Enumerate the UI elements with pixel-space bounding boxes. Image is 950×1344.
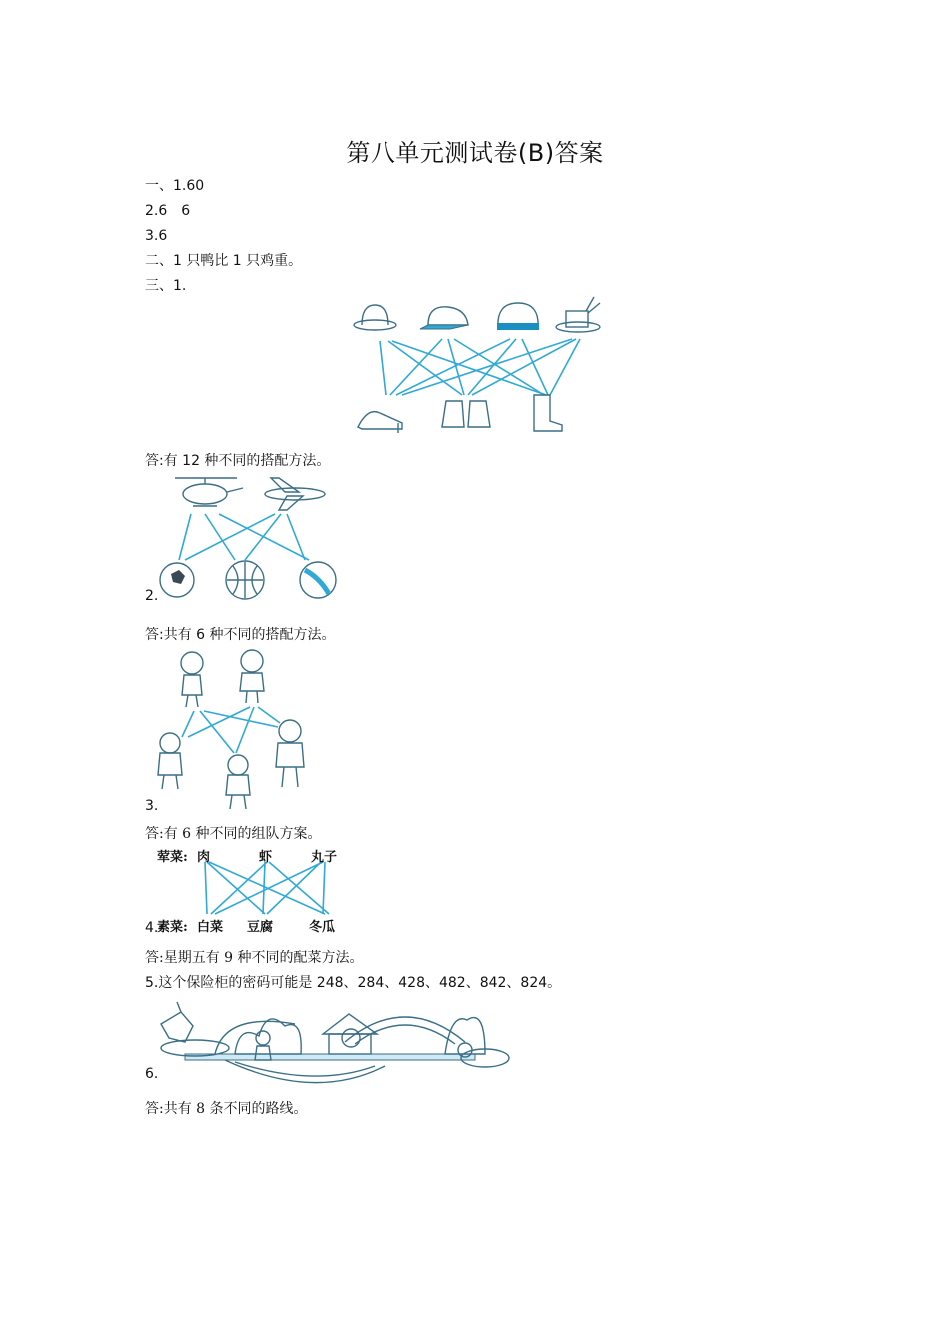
airplane-icon — [265, 478, 325, 510]
answer-1-2: 2.6 6 — [145, 203, 191, 219]
house-icon — [323, 1014, 377, 1054]
dishes-diagram — [145, 844, 355, 934]
girl-2-icon — [240, 650, 264, 703]
route-diagram — [155, 1002, 515, 1082]
boy-3-icon — [276, 720, 304, 787]
feather-hat-icon — [556, 297, 600, 332]
route-arcs — [215, 1017, 465, 1083]
hat-white-icon — [354, 305, 396, 330]
meat-item-2: 虾 — [259, 850, 273, 865]
veg-item-2: 豆腐 — [247, 920, 274, 935]
hat-shoe-connections — [380, 339, 580, 395]
veg-item-1: 白菜 — [197, 920, 224, 935]
answer-3-1-label: 三、1. — [145, 278, 187, 294]
transport-balls-diagram — [155, 470, 345, 602]
transport-ball-connections — [179, 514, 309, 560]
boy-2-icon — [226, 755, 250, 809]
answer-3-2-label: 2. — [145, 588, 159, 604]
answer-1-1: 一、1.60 — [145, 178, 205, 194]
beanie-icon — [497, 303, 539, 330]
answer-2: 二、1 只鸭比 1 只鸡重。 — [145, 253, 303, 269]
basketball-icon — [226, 561, 264, 599]
high-heels-icon — [358, 412, 402, 433]
answer-3-3: 答:有 6 种不同的组队方案。 — [145, 826, 322, 842]
cap-icon — [420, 307, 468, 329]
hats-shoes-diagram — [350, 295, 610, 435]
answer-3-5: 5.这个保险柜的密码可能是 248、284、428、482、842、824。 — [145, 975, 562, 991]
answer-3-1: 答:有 12 种不同的搭配方法。 — [145, 453, 331, 469]
meat-item-1: 肉 — [197, 850, 211, 865]
page-title: 第八单元测试卷(B)答案 — [346, 139, 604, 167]
veg-item-3: 冬瓜 — [309, 920, 336, 935]
meat-item-3: 丸子 — [311, 850, 338, 865]
answer-1-3: 3.6 — [145, 228, 168, 244]
cave-hill-icon — [445, 1018, 485, 1054]
girl-1-icon — [181, 652, 203, 707]
answer-3-6: 答:共有 8 条不同的路线。 — [145, 1101, 308, 1117]
veg-header: 素菜: — [157, 920, 188, 935]
answer-3-3-label: 3. — [145, 798, 159, 814]
answer-3-2: 答:共有 6 种不同的搭配方法。 — [145, 627, 336, 643]
sneakers-icon — [442, 401, 490, 427]
boy-1-icon — [158, 733, 182, 789]
volleyball-icon — [300, 562, 336, 598]
team-connections — [182, 707, 280, 753]
answer-3-6-label: 6. — [145, 1066, 159, 1082]
helicopter-icon — [175, 478, 243, 506]
children-team-diagram — [152, 645, 317, 815]
soccer-ball-icon — [160, 563, 194, 597]
bird-icon — [161, 1002, 229, 1056]
meat-header: 荤菜: — [157, 850, 188, 865]
answer-3-4-label: 4. — [145, 920, 159, 936]
boot-icon — [534, 395, 562, 431]
answer-3-4: 答:星期五有 9 种不同的配菜方法。 — [145, 950, 364, 966]
